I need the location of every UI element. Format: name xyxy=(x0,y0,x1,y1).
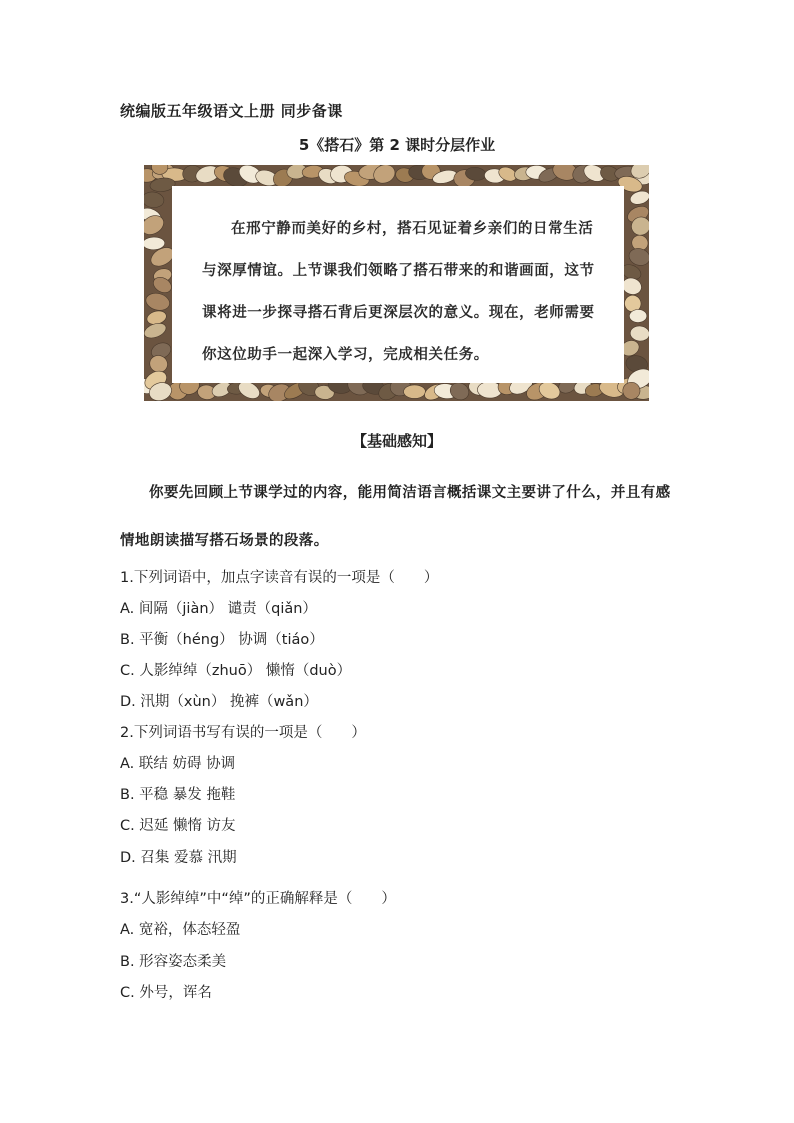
question-1-option-a: A. 间隔（jiàn） 谴责（qiǎn） xyxy=(120,601,317,617)
question-3-option-b: B. 形容姿态柔美 xyxy=(120,954,227,970)
question-2-option-a: A. 联结 妨碍 协调 xyxy=(120,756,236,772)
question-2-option-d: D. 召集 爱慕 汛期 xyxy=(120,850,237,866)
section-heading: 【基础感知】 xyxy=(351,432,442,450)
lesson-title: 5《搭石》第 2 课时分层作业 xyxy=(298,136,496,154)
question-1-option-d: D. 汛期（xùn） 挽裤（wǎn） xyxy=(120,694,318,710)
question-2-option-c: C. 迟延 懒惰 访友 xyxy=(120,818,236,834)
question-1-stem: 1.下列词语中，加点字读音有误的一项是（ ） xyxy=(120,570,439,586)
question-2-option-b: B. 平稳 暴发 拖鞋 xyxy=(120,787,236,803)
question-3-option-a: A. 宽裕，体态轻盈 xyxy=(120,922,241,938)
question-1-option-b: B. 平衡（héng） 协调（tiáo） xyxy=(120,632,324,648)
question-1-option-c: C. 人影绰绰（zhuō） 懒惰（duò） xyxy=(120,663,352,679)
intro-text: 在邢宁静而美好的乡村，搭石见证着乡亲们的日常生活与深厚情谊。上节课我们领略了搭石带来的和谐画面，这节课将进一步探寻搭石背后更深层次的意义。现在，老师需要你这位助手一起深入学习，完成相关任务。 xyxy=(202,220,595,363)
page-header: 统编版五年级语文上册 同步备课 xyxy=(120,102,343,120)
task-text: 你要先回顾上节课学过的内容，能用简洁语言概括课文主要讲了什么，并且有感情地朗读描写搭石场景的段落。 xyxy=(120,484,671,549)
question-3-option-c: C. 外号，诨名 xyxy=(120,985,212,1001)
question-2-stem: 2.下列词语书写有误的一项是（ ） xyxy=(120,725,366,741)
question-3-stem: 3.“人影绰绰”中“绰”的正确解释是（ ） xyxy=(120,891,396,907)
